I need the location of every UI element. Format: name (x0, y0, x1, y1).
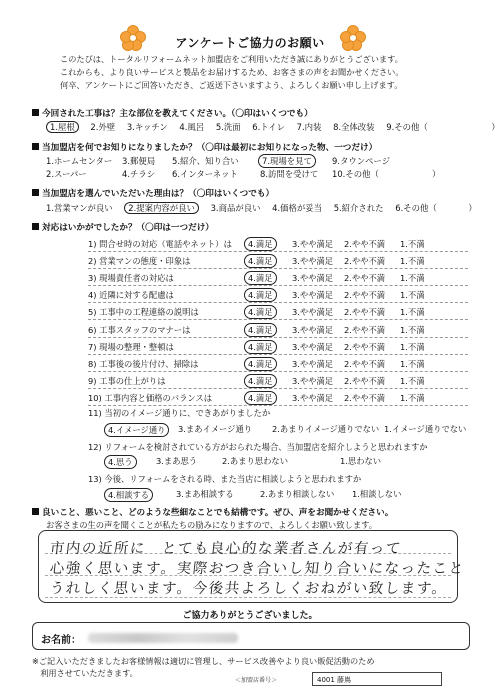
intro-line: このたびは、トータルリフォームネット加盟店をご利用いただき誠にありがとうございます。 (60, 54, 403, 64)
rating-row-label: 10) 工事内容と価格のバランスは (88, 392, 213, 403)
option-unlikely-consult[interactable]: 2.あまり相談しない (260, 489, 335, 499)
rating-option[interactable]: 4.満足 (244, 323, 277, 337)
option-post-office[interactable]: 3.郵便局 (122, 156, 156, 166)
rating-row-label: 6) 工事スタッフのマナーは (88, 324, 191, 335)
option-town-page[interactable]: 9.タウンページ (332, 156, 391, 166)
rating-option[interactable]: 1.不満 (400, 375, 425, 386)
name-label: お名前： (41, 635, 81, 646)
rating-row-label: 1) 問合せ時の対応（電話やネット）は (88, 239, 232, 249)
option-kitchen[interactable]: 3.キッチン (126, 122, 168, 132)
option-saw-site[interactable]: 7.現場を見て (258, 154, 316, 168)
rating-row (88, 339, 468, 355)
rating-option[interactable]: 1.不満 (400, 358, 425, 369)
option-other-close: ） (468, 203, 477, 213)
rating-option[interactable]: 2.やや不満 (344, 290, 386, 301)
option-visited[interactable]: 8.訪問を受けて (260, 169, 319, 179)
option-mostly-as-imagined[interactable]: 3.まあイメージ通り (178, 424, 253, 434)
row-divider (88, 285, 468, 286)
option-will-consult[interactable]: 4.相談する (104, 488, 153, 502)
row-divider (88, 251, 468, 252)
handwritten-comment-line: うれしく思います。今後共よろしくおねがい致します。 (49, 581, 449, 597)
rating-row-label: 7) 現場の整理・整頓は (88, 341, 174, 352)
option-think-so[interactable]: 4.思う (104, 455, 137, 469)
rating-option[interactable]: 3.やや満足 (292, 341, 334, 352)
rating-option[interactable]: 3.やや満足 (292, 256, 334, 267)
rating-row (88, 270, 468, 286)
row-divider (88, 354, 468, 355)
option-not-as-imagined[interactable]: 1.イメージ通りでない (384, 424, 467, 434)
row-divider (88, 337, 468, 338)
rating-option[interactable]: 4.満足 (244, 357, 277, 371)
rating-option[interactable]: 1.不満 (400, 341, 425, 352)
option-do-not-think[interactable]: 1.思わない (340, 456, 382, 466)
option-exterior-wall[interactable]: 2.外壁 (90, 122, 116, 132)
rating-row-label: 2) 営業マンの態度・印象は (88, 256, 191, 267)
option-other[interactable]: 6.その他（ (395, 203, 437, 213)
option-other[interactable]: 10.その他（ (332, 169, 379, 179)
square-bullet-icon (32, 109, 39, 116)
comments-heading (32, 506, 393, 518)
thanks-message: ご協力ありがとうございました。 (182, 611, 318, 621)
rating-option[interactable]: 1.不満 (400, 256, 425, 267)
page-title-row (0, 32, 500, 51)
rating-option[interactable]: 3.やや満足 (292, 290, 334, 301)
option-supermarket[interactable]: 2.スーパー (46, 169, 87, 179)
intro-line: これからも、より良いサービスと製品をお届けするため、お客さまの声をお聞かせください。 (60, 67, 404, 77)
rating-option[interactable]: 4.満足 (244, 254, 277, 268)
option-not-really[interactable]: 2.あまり思わない (222, 456, 288, 466)
question-12: 12) リフォームを検討されている方がおられた場合、当加盟店を紹介しようと思われますか (88, 442, 428, 452)
option-flyer[interactable]: 4.チラシ (122, 169, 156, 179)
rating-option[interactable]: 1.不満 (400, 273, 425, 284)
handwritten-comment-line: 心強く思います。実際おつき合いし知り合いになったこと (49, 561, 466, 577)
row-divider (88, 405, 468, 406)
option-fair-price[interactable]: 4.価格が妥当 (272, 203, 323, 213)
option-toilet[interactable]: 6.トイレ (252, 122, 285, 132)
rating-row (88, 236, 468, 252)
rating-option[interactable]: 2.やや不満 (344, 273, 386, 284)
rating-option[interactable]: 3.やや満足 (292, 358, 334, 369)
rating-option[interactable]: 1.不満 (400, 392, 425, 403)
rating-row (88, 304, 468, 320)
question-1 (32, 107, 313, 119)
question-2-text: 当加盟店を何でお知りになりましたか？（〇印は最初にお知りになった物、一つだけ） (42, 143, 378, 153)
question-11: 11) 当初のイメージ通りに、できあがりましたか (88, 408, 271, 418)
rating-row (88, 322, 468, 338)
rating-option[interactable]: 2.やや不満 (344, 239, 386, 249)
option-roof[interactable]: 1.屋根 (46, 121, 79, 133)
option-other-close: ） (432, 169, 441, 179)
option-as-imagined[interactable]: 4.イメージ通り (104, 423, 169, 437)
rating-option[interactable]: 4.満足 (244, 288, 277, 302)
square-bullet-icon (32, 223, 39, 230)
question-1-text: 今回された工事は？主な部位を教えてください。（〇印はいくつでも） (42, 109, 313, 119)
store-number-box (312, 672, 442, 686)
square-bullet-icon (32, 143, 39, 150)
rating-option[interactable]: 4.満足 (244, 391, 277, 405)
question-4-text: 対応はいかがでしたか？（〇印は一つだけ） (42, 223, 214, 233)
rating-option[interactable]: 1.不満 (400, 324, 425, 335)
option-may-consult[interactable]: 3.まあ相談する (176, 489, 234, 499)
rating-option[interactable]: 2.やや不満 (344, 324, 386, 335)
option-good-product[interactable]: 3.商品が良い (210, 203, 261, 213)
option-bath[interactable]: 4.風呂 (179, 122, 205, 132)
option-washroom[interactable]: 5.洗面 (215, 122, 241, 132)
option-other-close: ） (491, 122, 500, 132)
rating-option[interactable]: 2.やや不満 (344, 375, 386, 386)
question-4 (32, 221, 214, 233)
rating-row (88, 287, 468, 303)
option-referred[interactable]: 5.紹介された (333, 203, 384, 213)
option-good-salesperson[interactable]: 1.営業マンが良い (46, 203, 113, 213)
rating-row (88, 253, 468, 269)
question-3-text: 当加盟店を選んでいただいた理由は？（〇印はいくつでも） (42, 189, 275, 199)
question-13: 13) 今後、リフォームをされる時、また当店に相談しようと思われますか (88, 474, 362, 484)
rating-option[interactable]: 2.やや不満 (344, 358, 386, 369)
rating-row-label: 9) 工事の仕上がりは (88, 375, 166, 386)
page-title: アンケートご協力のお願い (175, 36, 325, 50)
option-not-quite[interactable]: 2.あまりイメージ通りでない (272, 424, 380, 434)
intro-text (60, 53, 460, 92)
row-divider (88, 302, 468, 303)
privacy-note-line: ※ご記入いただきましたお客様情報は適切に管理し、サービス改善やより良い販促活動のため (32, 656, 375, 666)
rating-option[interactable]: 3.やや満足 (292, 273, 334, 284)
option-other[interactable]: 9.その他（ (386, 122, 428, 132)
option-good-proposal[interactable]: 2.提案内容が良い (124, 202, 199, 214)
square-bullet-icon (32, 508, 39, 515)
store-number-value: 4001 藤嶌 (317, 676, 352, 684)
comments-subheading: お客さまの生の声を聞くことが私たちの励みになりますので、よろしくお願い致します。 (46, 520, 378, 530)
rating-row-label: 3) 現場責任者の対応は (88, 273, 174, 284)
row-divider (88, 388, 468, 389)
handwritten-comment-line: 市内の近所に とても良心的な業者さんが有って (49, 541, 403, 557)
comments-heading-text: 良いこと、悪いこと、どのような些細なことでも結構です。ぜひ、声をお聞かせください。 (42, 508, 394, 518)
row-divider (88, 371, 468, 372)
square-bullet-icon (32, 189, 39, 196)
rating-option[interactable]: 3.やや満足 (292, 324, 334, 335)
rating-option[interactable]: 4.満足 (244, 340, 277, 354)
rating-option[interactable]: 4.満足 (244, 237, 277, 251)
rating-option[interactable]: 3.やや満足 (292, 392, 334, 403)
rating-row-label: 5) 工事中の工程連絡の説明は (88, 307, 199, 318)
rating-option[interactable]: 2.やや不満 (344, 256, 386, 267)
option-referral[interactable]: 5.紹介、知り合い (172, 156, 239, 166)
rating-option[interactable]: 4.満足 (244, 305, 277, 319)
redacted-name (88, 633, 238, 643)
rating-option[interactable]: 2.やや不満 (344, 307, 386, 318)
rating-option[interactable]: 3.やや満足 (292, 307, 334, 318)
rating-row-label: 8) 工事後の後片付け、掃除は (88, 358, 199, 369)
option-interior[interactable]: 7.内装 (296, 122, 322, 132)
option-somewhat-think-so[interactable]: 3.まあ思う (156, 456, 198, 466)
rating-row (88, 373, 468, 389)
question-2 (32, 141, 377, 153)
option-will-not-consult[interactable]: 1.相談しない (352, 489, 402, 499)
option-internet[interactable]: 6.インターネット (172, 169, 238, 179)
rating-option[interactable]: 3.やや満足 (292, 375, 334, 386)
option-full-renovation[interactable]: 8.全体改装 (333, 122, 375, 132)
rating-option[interactable]: 2.やや不満 (344, 341, 386, 352)
store-number-label: ＜加盟店番号＞ (235, 677, 278, 684)
rating-option[interactable]: 3.やや満足 (292, 239, 334, 249)
rating-option[interactable]: 4.満足 (244, 374, 277, 388)
privacy-note-line: 利用させていただきます。 (32, 668, 138, 678)
question-3-options (46, 202, 486, 214)
question-1-options (46, 121, 500, 133)
rating-option[interactable]: 4.満足 (244, 271, 277, 285)
option-home-center[interactable]: 1.ホームセンター (46, 156, 113, 166)
rating-row-label: 4) 近隣に対する配慮は (88, 290, 174, 301)
rating-option[interactable]: 1.不満 (400, 307, 425, 318)
name-field[interactable] (32, 622, 470, 650)
rating-option[interactable]: 2.やや不満 (344, 392, 386, 403)
row-divider (88, 319, 468, 320)
rating-option[interactable]: 1.不満 (400, 239, 425, 249)
question-3 (32, 187, 274, 199)
rating-row (88, 390, 468, 406)
row-divider (88, 268, 468, 269)
rating-option[interactable]: 1.不満 (400, 290, 425, 301)
rating-row (88, 356, 468, 372)
intro-line: 何卒、アンケートにご回答いただき、ご返送下さいますよう、よろしくお願い申し上げます。 (60, 80, 403, 90)
